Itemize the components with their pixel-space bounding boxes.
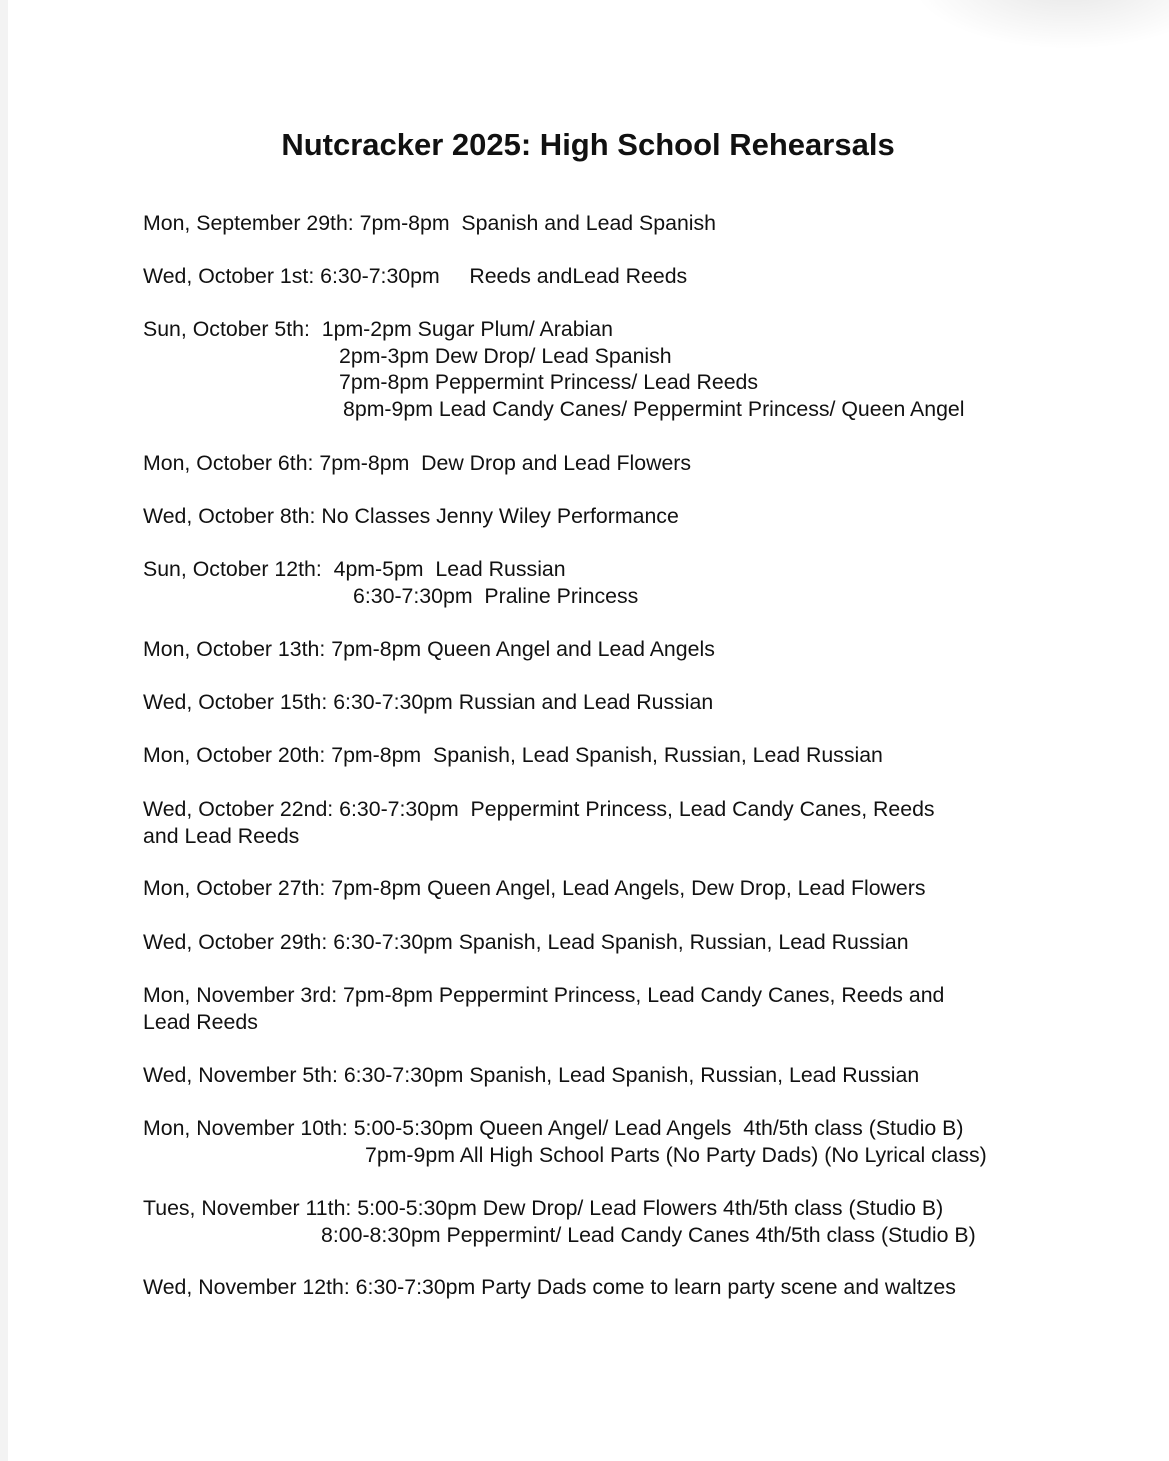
schedule-line: Wed, October 29th: 6:30-7:30pm Spanish, Lead Spanish, Russian, Lead Russian bbox=[143, 930, 909, 954]
schedule-line: Mon, November 10th: 5:00-5:30pm Queen Angel/ Lead Angels 4th/5th class (Studio B) bbox=[143, 1116, 964, 1140]
schedule-entry bbox=[143, 263, 687, 290]
schedule-entry bbox=[143, 1274, 956, 1301]
schedule-entry bbox=[143, 210, 716, 237]
schedule-entry bbox=[143, 875, 926, 902]
schedule-line: Mon, October 13th: 7pm-8pm Queen Angel and Lead Angels bbox=[143, 637, 715, 661]
schedule-entry bbox=[143, 689, 713, 716]
schedule-entry bbox=[143, 636, 715, 663]
schedule-line: 6:30-7:30pm Praline Princess bbox=[353, 583, 639, 608]
schedule-line: Wed, October 22nd: 6:30-7:30pm Peppermint Princess, Lead Candy Canes, Reeds bbox=[143, 797, 935, 821]
schedule-entry bbox=[143, 1062, 919, 1089]
schedule-line: Mon, October 20th: 7pm-8pm Spanish, Lead Spanish, Russian, Lead Russian bbox=[143, 743, 883, 767]
schedule-line: Sun, October 5th: 1pm-2pm Sugar Plum/ Arabian bbox=[143, 317, 613, 341]
schedule-line: Mon, October 27th: 7pm-8pm Queen Angel, Lead Angels, Dew Drop, Lead Flowers bbox=[143, 876, 926, 900]
page-shadow bbox=[909, 0, 1169, 50]
schedule-line: Mon, November 3rd: 7pm-8pm Peppermint Princess, Lead Candy Canes, Reeds and bbox=[143, 983, 945, 1007]
page-title: Nutcracker 2025: High School Rehearsals bbox=[281, 127, 895, 162]
schedule-entry bbox=[143, 982, 944, 1035]
schedule-entry bbox=[143, 1195, 976, 1248]
schedule-line: 7pm-9pm All High School Parts (No Party Dads) (No Lyrical class) bbox=[365, 1142, 987, 1167]
schedule-line: Mon, September 29th: 7pm-8pm Spanish and Lead Spanish bbox=[143, 211, 717, 235]
schedule-line: Sun, October 12th: 4pm-5pm Lead Russian bbox=[143, 557, 566, 581]
schedule-entry bbox=[143, 450, 691, 477]
schedule-line: Tues, November 11th: 5:00-5:30pm Dew Drop/ Lead Flowers 4th/5th class (Studio B) bbox=[143, 1196, 944, 1220]
schedule-line: Wed, October 8th: No Classes Jenny Wiley Performance bbox=[143, 504, 679, 528]
schedule-entry bbox=[143, 742, 883, 769]
schedule-entry bbox=[143, 503, 679, 530]
schedule-line: Mon, October 6th: 7pm-8pm Dew Drop and Lead Flowers bbox=[143, 451, 692, 475]
schedule-entry bbox=[143, 929, 909, 956]
schedule-line: 8:00-8:30pm Peppermint/ Lead Candy Canes 4th/5th class (Studio B) bbox=[321, 1222, 976, 1247]
schedule-line: 2pm-3pm Dew Drop/ Lead Spanish bbox=[339, 343, 672, 368]
schedule-entry bbox=[143, 556, 638, 609]
schedule-line: Lead Reeds bbox=[143, 1009, 258, 1034]
schedule-line: Wed, November 5th: 6:30-7:30pm Spanish, Lead Spanish, Russian, Lead Russian bbox=[143, 1063, 920, 1087]
schedule-entry bbox=[143, 1115, 987, 1168]
schedule-entry bbox=[143, 316, 965, 422]
schedule-line: and Lead Reeds bbox=[143, 823, 300, 848]
schedule-line: Wed, October 1st: 6:30-7:30pm Reeds andLead Reeds bbox=[143, 264, 688, 288]
schedule-line: Wed, October 15th: 6:30-7:30pm Russian and Lead Russian bbox=[143, 690, 714, 714]
schedule-line: Wed, November 12th: 6:30-7:30pm Party Dads come to learn party scene and waltzes bbox=[143, 1275, 956, 1299]
schedule-line: 7pm-8pm Peppermint Princess/ Lead Reeds bbox=[339, 370, 759, 394]
schedule-entry bbox=[143, 796, 935, 849]
schedule-line: 8pm-9pm Lead Candy Canes/ Peppermint Princess/ Queen Angel bbox=[343, 396, 965, 421]
